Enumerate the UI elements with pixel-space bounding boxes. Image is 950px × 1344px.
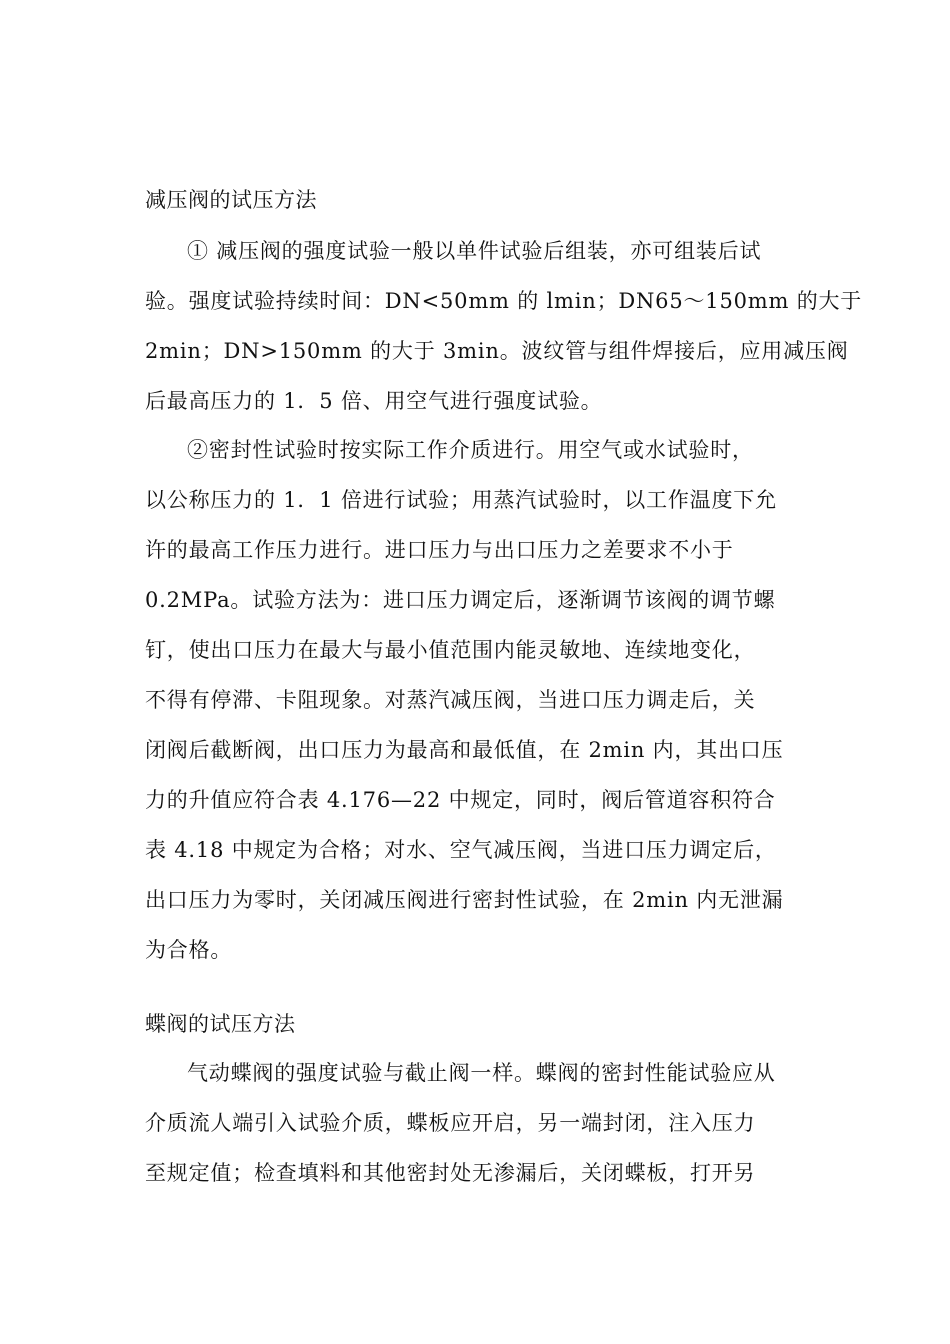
text-line: 钉，使出口压力在最大与最小值范围内能灵敏地、连续地变化， bbox=[145, 638, 756, 662]
text-line: 至规定值；检查填料和其他密封处无渗漏后，关闭蝶板，打开另 bbox=[145, 1161, 756, 1185]
text-line: 2min；DN>150mm 的大于 3min。波纹管与组件焊接后，应用减压阀 bbox=[145, 339, 849, 363]
paragraph-strength-test bbox=[145, 236, 863, 436]
section-heading-butterfly-valve: 蝶阀的试压方法 bbox=[145, 1012, 296, 1036]
paragraph-seal-test bbox=[145, 435, 815, 985]
text-line: 气动蝶阀的强度试验与截止阀一样。蝶阀的密封性能试验应从 bbox=[187, 1061, 776, 1085]
text-line: 0.2MPa。试验方法为：进口压力调定后，逐渐调节该阀的调节螺 bbox=[145, 588, 776, 612]
text-line: 表 4.18 中规定为合格；对水、空气减压阀，当进口压力调定后， bbox=[145, 838, 777, 862]
text-line: 力的升值应符合表 4.176—22 中规定，同时，阀后管道容积符合 bbox=[145, 788, 776, 812]
text-line: 以公称压力的 1．1 倍进行试验；用蒸汽试验时，以工作温度下允 bbox=[145, 488, 777, 512]
text-line: 后最高压力的 1．5 倍、用空气进行强度试验。 bbox=[145, 389, 603, 413]
text-line: ① 减压阀的强度试验一般以单件试验后组装，亦可组装后试 bbox=[187, 239, 762, 263]
text-line: 不得有停滞、卡阻现象。对蒸汽减压阀，当进口压力调走后，关 bbox=[145, 688, 756, 712]
text-line: 为合格。 bbox=[145, 938, 233, 962]
text-line: 验。强度试验持续时间：DN<50mm 的 lmin；DN65～150mm 的大于 bbox=[145, 289, 863, 313]
text-line: ②密封性试验时按实际工作介质进行。用空气或水试验时， bbox=[187, 438, 754, 462]
text-line: 许的最高工作压力进行。进口压力与出口压力之差要求不小于 bbox=[145, 538, 734, 562]
text-line: 出口压力为零时，关闭减压阀进行密封性试验，在 2min 内无泄漏 bbox=[145, 888, 784, 912]
paragraph-butterfly-test bbox=[145, 1058, 815, 1208]
section-heading-pressure-reducing-valve: 减压阀的试压方法 bbox=[145, 188, 317, 212]
text-line: 闭阀后截断阀，出口压力为最高和最低值，在 2min 内，其出口压 bbox=[145, 738, 784, 762]
text-line: 介质流人端引入试验介质，蝶板应开启，另一端封闭，注入压力 bbox=[145, 1111, 756, 1135]
